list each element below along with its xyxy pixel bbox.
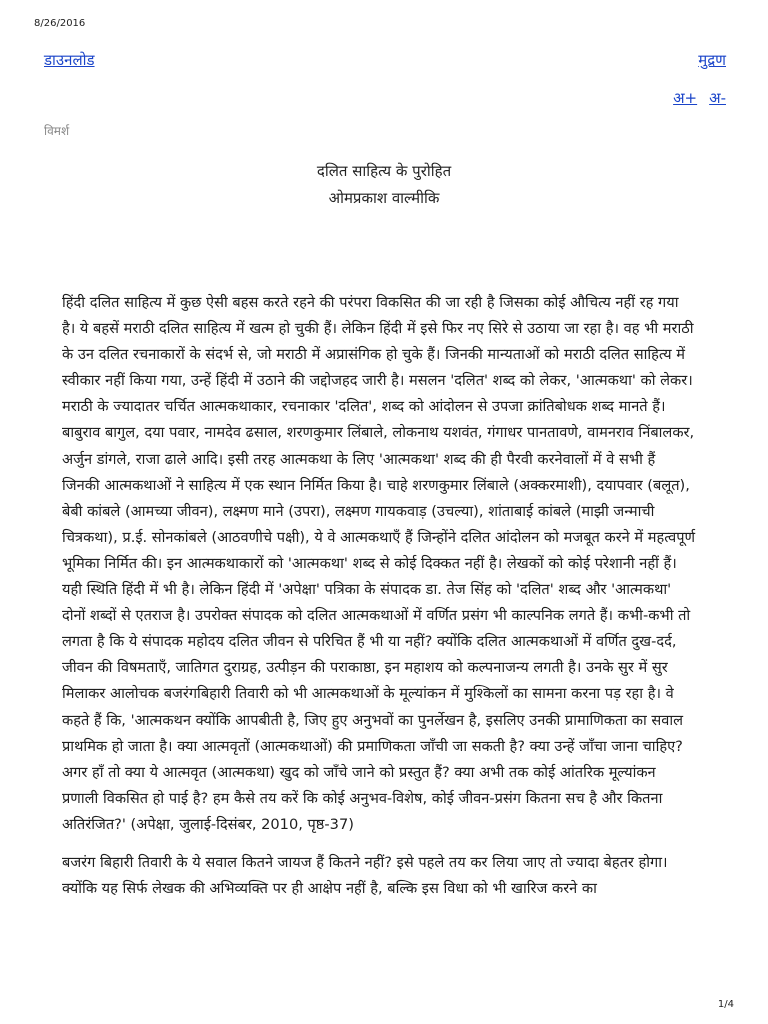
paragraph-2: बजरंग बिहारी तिवारी के ये सवाल कितने जायज हैं कितने नहीं? इसे पहले तय कर लिया जाए तो ज्यादा बेहतर होगा। क्योंकि यह सिर्फ लेखक की अभिव्यक्ति पर ही आक्षेप नहीं है, बल्कि इस विधा को भी खारिज करने का xyxy=(62,853,668,898)
article-body xyxy=(62,290,696,902)
article-title: दलित साहित्य के पुरोहित xyxy=(316,162,452,180)
page-number: 1/4 xyxy=(717,999,734,1010)
print-link[interactable]: मुद्रण xyxy=(698,51,726,69)
print-date: 8/26/2016 xyxy=(34,18,86,29)
article-header xyxy=(0,158,768,212)
font-size-controls xyxy=(673,88,726,108)
font-increase-link[interactable]: अ+ xyxy=(673,89,698,107)
category-label: विमर्श xyxy=(44,124,70,138)
font-decrease-link[interactable]: अ- xyxy=(709,89,726,107)
download-link[interactable]: डाउनलोड xyxy=(44,51,95,69)
article-author: ओमप्रकाश वाल्मीकि xyxy=(328,189,440,207)
paragraph-1: हिंदी दलित साहित्य में कुछ ऐसी बहस करते रहने की परंपरा विकसित की जा रही है जिसका कोई औचित्य नहीं रह गया है। ये बहसें मराठी दलित साहित्य में खत्म हो चुकी हैं। लेकिन हिंदी में इसे फिर नए सिरे से उठाया जा रहा है। वह भी मराठी के उन दलित रचनाकारों के संदर्भ से, जो मराठी में अप्रासंगिक हो चुके हैं। जिनकी मान्यताओं को मराठी दलित साहित्य में स्वीकार नहीं किया गया, उन्हें हिंदी में उठाने की जद्दोजहद जारी है। मसलन 'दलित' शब्द को लेकर, 'आत्मकथा' को लेकर। मराठी के ज्यादातर चर्चित आत्मकथाकार, रचनाकार 'दलित', शब्द को आंदोलन से उपजा क्रांतिबोधक शब्द मानते हैं। बाबुराव बागुल, दया पवार, नामदेव ढसाल, शरणकुमार लिंबाले, लोकनाथ यशवंत, गंगाधर पानतावणे, वामनराव निंबालकर, अर्जुन डांगले, राजा ढाले आदि। इसी तरह आत्मकथा के लिए 'आत्मकथा' शब्द की ही पैरवी करनेवालों में वे सभी हैं जिनकी आत्मकथाओं ने साहित्य में एक स्थान निर्मित किया है। चाहे शरणकुमार लिंबाले (अक्करमाशी), दयापवार (बलूत), बेबी कांबले (आमच्या जीवन), लक्ष्मण माने (उपरा), लक्ष्मण गायकवाड़ (उचल्या), शांताबाई कांबले (माझी जन्माची चित्रकथा), प्र.ई. सोनकांबले (आठवणीचे पक्षी), ये वे आत्मकथाएँ हैं जिन्होंने दलित आंदोलन को मजबूत करने में महत्वपूर्ण भूमिका निर्मित की। इन आत्मकथाकारों को 'आत्मकथा' शब्द से कोई दिक्कत नहीं है। लेखकों को कोई परेशानी नहीं हैं। यही स्थिति हिंदी में भी है। लेकिन हिंदी में 'अपेक्षा' पत्रिका के संपादक डा. तेज सिंह को 'दलित' शब्द और 'आत्मकथा' दोनों शब्दों से एतराज है। उपरोक्त संपादक को दलित आत्मकथाओं में वर्णित प्रसंग भी काल्पनिक लगते हैं। कभी-कभी तो लगता है कि ये संपादक महोदय दलित जीवन से परिचित हैं भी या नहीं? क्योंकि दलित आत्मकथाओं में वर्णित दुख-दर्द, जीवन की विषमताएँ, जातिगत दुराग्रह, उत्पीड़न की पराकाष्ठा, इन महाशय को कल्पनाजन्य लगती है। उनके सुर में सुर मिलाकर आलोचक बजरंगबिहारी तिवारी को भी आत्मकथाओं के मूल्यांकन में मुश्किलों का सामना करना पड़ रहा है। वे कहते हैं कि, 'आत्मकथन क्योंकि आपबीती है, जिए हुए अनुभवों का पुनर्लेखन है, इसलिए उनकी प्रामाणिकता का सवाल प्राथमिक हो जाता है। क्या आत्मवृतों (आत्मकथाओं) की प्रमाणिकता जाँची जा सकती है? क्या उन्हें जाँचा जाना चाहिए? अगर हाँ तो क्या ये आत्मवृत (आत्मकथा) खुद को जाँचे जाने को प्रस्तुत हैं? क्या अभी तक कोई आंतरिक मूल्यांकन प्रणाली विकसित हो पाई है? हम कैसे तय करें कि कोई अनुभव-विशेष, कोई जीवन-प्रसंग कितना सच है और कितना अतिरंजित?' (अपेक्षा, जुलाई-दिसंबर, 2010, पृष्ठ-37) xyxy=(62,294,696,833)
